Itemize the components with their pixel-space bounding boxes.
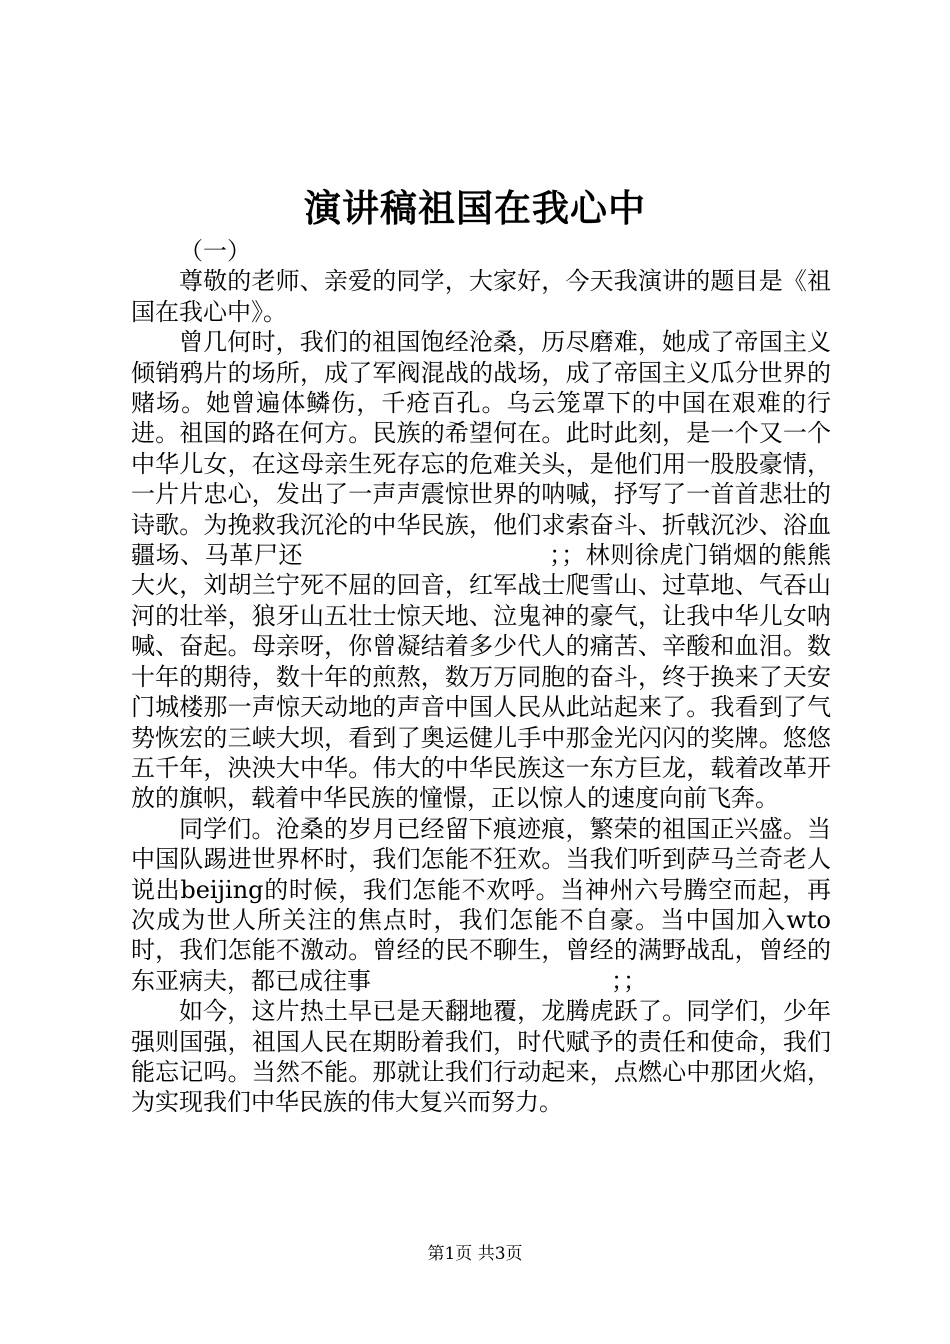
document-title: 演讲稿祖国在我心中 (304, 186, 646, 230)
paragraph-greeting: 尊敬的老师、亲爱的同学，大家好，今天我演讲的题目是《祖国在我心中》。 (131, 267, 831, 326)
paragraph-history: 曾几何时，我们的祖国饱经沧桑，历尽磨难，她成了帝国主义倾销鸦片的场所，成了军阀混战的战场，成了帝国主义瓜分世界的赌场。她曾遍体鳞伤，千疮百孔。乌云笼罩下的中国在艰难的行进。祖国的路在何方。民族的希望何在。此时此刻，是一个又一个中华儿女，在这母亲生死存忘的危难关头，是他们用一股股豪情，一片片忠心，发出了一声声震惊世界的呐喊，抒写了一首首悲壮的诗歌。为挽救我沉沦的中华民族，他们求索奋斗、折戟沉沙、浴血疆场、马革尸还 ；；林则徐虎门销烟的熊熊大火，刘胡兰宁死不屈的回音，红军战士爬雪山、过草地、气吞山河的壮举，狼牙山五壮士惊天地、泣鬼神的豪气，让我中华儿女呐喊、奋起。母亲呀，你曾凝结着多少代人的痛苦、辛酸和血泪。数十年的期待，数十年的煎熬，数万万同胞的奋斗，终于换来了天安门城楼那一声惊天动地的声音中国人民从此站起来了。我看到了气势恢宏的三峡大坝，看到了奥运健儿手中那金光闪闪的奖牌。悠悠五千年，泱泱大中华。伟大的中华民族这一东方巨龙，载着改革开放的旗帜，载着中华民族的憧憬，正以惊人的速度向前飞奔。 (131, 328, 831, 813)
document-body (131, 236, 831, 1118)
page-footer: 第1页 共3页 (427, 1244, 523, 1264)
section-marker: （一） (179, 237, 251, 265)
paragraph-closing: 如今，这片热土早已是天翻地覆，龙腾虎跃了。同学们，少年强则国强，祖国人民在期盼着我们，时代赋予的责任和使命，我们能忘记吗。当然不能。那就让我们行动起来，点燃心中那团火焰，为实现我们中华民族的伟大复兴而努力。 (131, 997, 831, 1117)
paragraph-achievements: 同学们。沧桑的岁月已经留下痕迹痕，繁荣的祖国正兴盛。当中国队踢进世界杯时，我们怎能不狂欢。当我们听到萨马兰奇老人说出beijing的时候，我们怎能不欢呼。当神州六号腾空而起，再次成为世人所关注的焦点时，我们怎能不自豪。当中国加入wto时，我们怎能不激动。曾经的民不聊生，曾经的满野战乱，曾经的东亚病夫，都已成往事 ；； (131, 814, 831, 995)
